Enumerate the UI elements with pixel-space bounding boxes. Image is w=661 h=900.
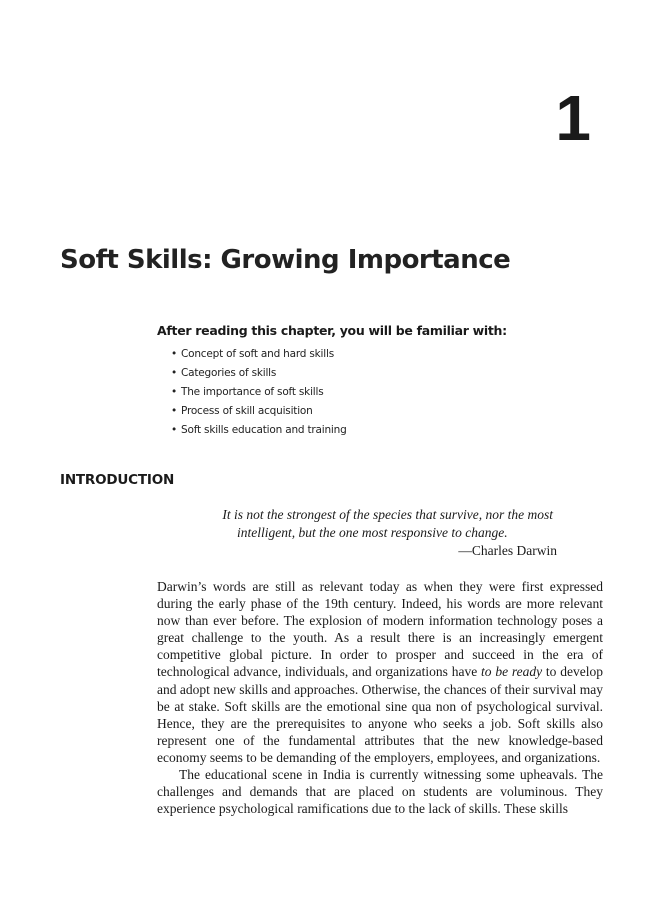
objectives-heading: After reading this chapter, you will be familiar with: <box>157 323 507 338</box>
objective-item <box>171 421 597 440</box>
bullet-icon: • <box>171 348 177 360</box>
bullet-icon: • <box>171 367 177 379</box>
learning-objectives <box>157 321 597 440</box>
epigraph <box>157 506 557 560</box>
objective-item <box>171 364 597 383</box>
chapter-title: Soft Skills: Growing Importance <box>60 245 511 275</box>
bullet-icon: • <box>171 405 177 417</box>
objectives-list <box>157 345 597 440</box>
body-paragraph-2: The educational scene in India is currently witnessing some upheavals. The challenges and demands that are placed on students are voluminous. They experience psychological ramifications due to the lack of skills. These skills <box>157 767 603 817</box>
body-paragraph-1 <box>157 578 603 766</box>
paragraph-1-emphasis: to be ready <box>481 664 543 680</box>
objective-item <box>171 402 597 421</box>
introduction-heading: INTRODUCTION <box>60 472 175 488</box>
objective-text: Soft skills education and training <box>181 424 347 436</box>
epigraph-line-1: It is not the strongest of the species that survive, nor the most <box>222 507 553 522</box>
objective-text: Categories of skills <box>181 367 277 379</box>
paragraph-1-text-a: Darwin’s words are still as relevant today as when they were first expressed during the early phase of the 19th century. Indeed, his words are more relevant now than ever before. The explosion of modern information technology poses a great challenge to the youth. As a result there is an increasingly emergent competitive global picture. In order to prosper and succeed in the era of technological advance, individuals, and organizations have <box>157 579 603 680</box>
chapter-number: 1 <box>555 82 591 154</box>
objective-text: Concept of soft and hard skills <box>181 348 334 360</box>
paragraph-1-text-b: to develop and adopt new skills and approaches. Otherwise, the chances of their survival may be at stake. Soft skills are the emotional sine qua non of psychological survival. Hence, they are the prerequisites to anyone who seeks a job. Soft skills also represent one of the fundamental attributes that the new knowledge-based economy seems to be demanding of the employers, employees, and organizations. <box>157 664 603 765</box>
bullet-icon: • <box>171 424 177 436</box>
objective-item <box>171 345 597 364</box>
introduction-body <box>157 578 603 817</box>
bullet-icon: • <box>171 386 177 398</box>
epigraph-attribution: —Charles Darwin <box>458 543 557 558</box>
objective-item <box>171 383 597 402</box>
epigraph-line-2: intelligent, but the one most responsive to change. <box>237 525 508 540</box>
objective-text: Process of skill acquisition <box>181 405 313 417</box>
objective-text: The importance of soft skills <box>181 386 324 398</box>
